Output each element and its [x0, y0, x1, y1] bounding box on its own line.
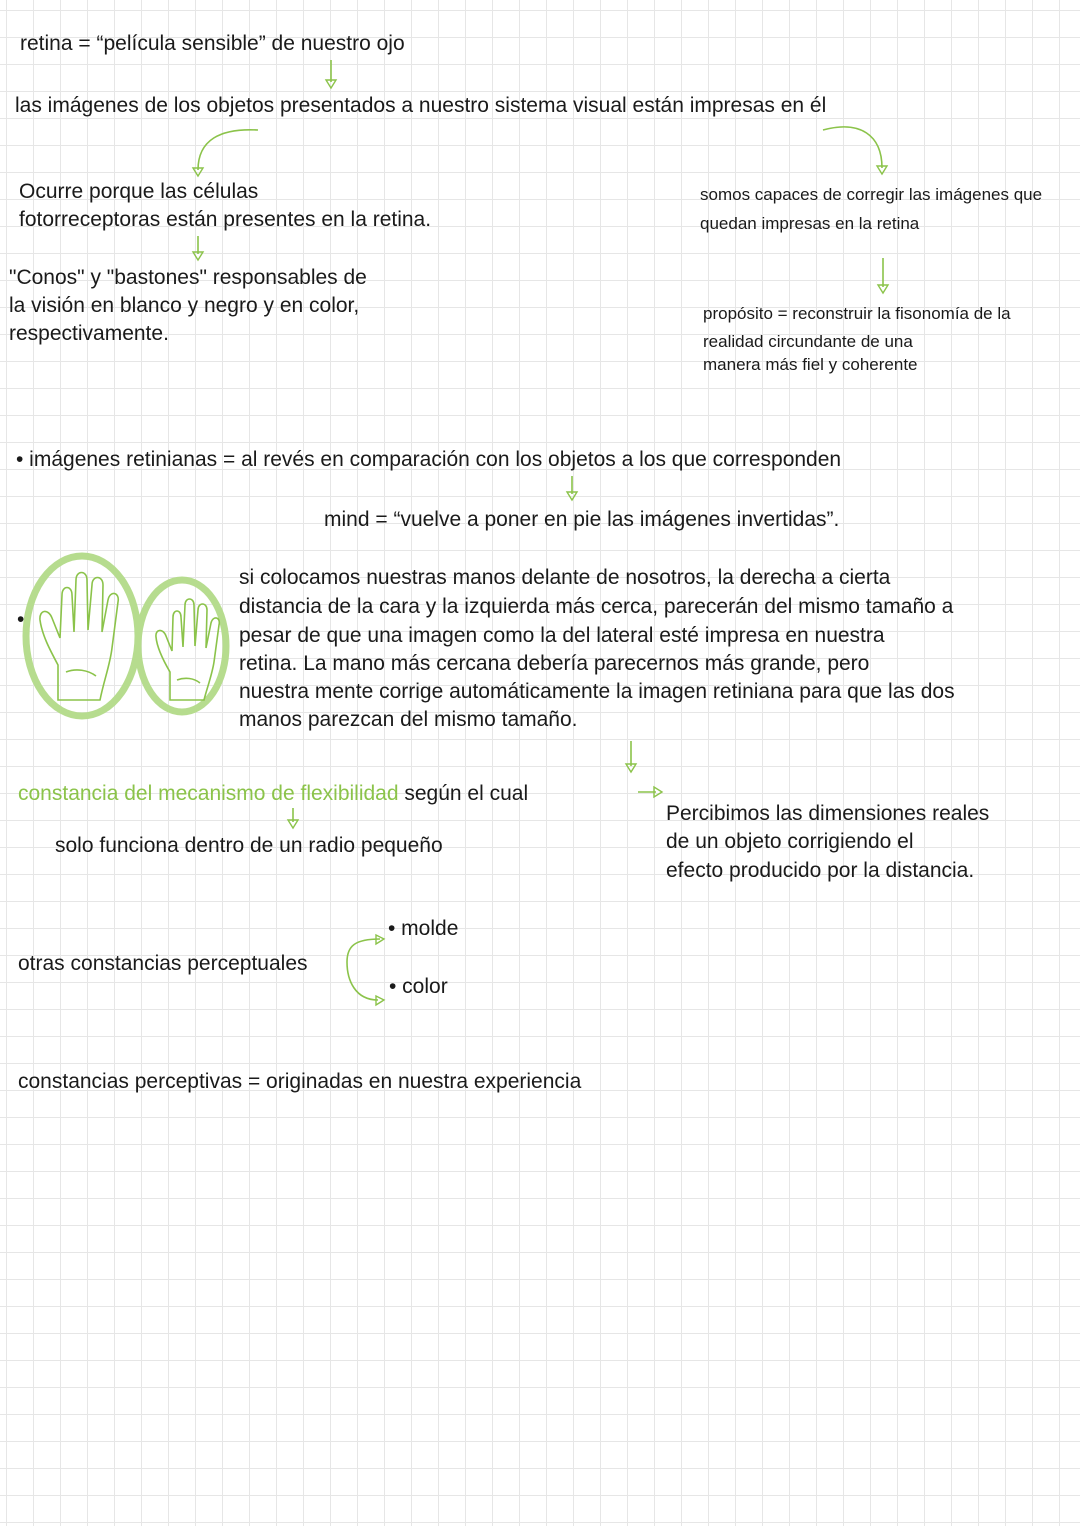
- somos-line-2: quedan impresas en la retina: [700, 214, 920, 233]
- somos-line-1: somos capaces de corregir las imágenes que: [700, 185, 1043, 204]
- manos-line-1: si colocamos nuestras manos delante de nosotros, la derecha a cierta: [239, 566, 891, 589]
- manos-line-2: distancia de la cara y la izquierda más cerca, parecerán del mismo tamaño a: [239, 595, 954, 618]
- molde-item: • molde: [388, 917, 459, 940]
- arrow-down-icon: [626, 741, 636, 772]
- arrow-down-icon: [193, 236, 203, 260]
- percibimos-line-2: de un objeto corrigiendo el: [666, 830, 914, 853]
- arrow-down-icon: [326, 60, 336, 88]
- constancia-rest: según el cual: [398, 782, 529, 805]
- ocurre-line-2: fotorreceptoras están presentes en la retina.: [19, 208, 432, 231]
- arrow-right-icon: [638, 787, 662, 797]
- manos-line-4: retina. La mano más cercana debería parecernos más grande, pero: [239, 652, 870, 675]
- arrow-down-icon: [288, 808, 298, 828]
- color-item: • color: [389, 975, 448, 998]
- bullet-marker: •: [17, 608, 25, 631]
- constancia-highlight: constancia del mecanismo de flexibilidad: [18, 782, 399, 805]
- arrow-down-icon: [878, 258, 888, 293]
- percibimos-line-3: efecto producido por la distancia.: [666, 859, 975, 882]
- radio-text: solo funciona dentro de un radio pequeño: [55, 834, 443, 857]
- imagenes-text: las imágenes de los objetos presentados a nuestro sistema visual están impresas en él: [15, 94, 827, 117]
- conos-line-2: la visión en blanco y negro y en color,: [9, 294, 360, 317]
- retinianas-text: • imágenes retinianas = al revés en comparación con los objetos a los que corresponden: [16, 448, 842, 471]
- manos-line-3: pesar de que una imagen como la del lateral esté impresa en nuestra: [239, 624, 885, 647]
- proposito-line-3: manera más fiel y coherente: [703, 355, 918, 374]
- perceptivas-text: constancias perceptivas = originadas en nuestra experiencia: [18, 1070, 582, 1093]
- ocurre-line-1: Ocurre porque las células: [19, 180, 259, 203]
- curved-arrow-icon: [193, 130, 258, 176]
- percibimos-line-1: Percibimos las dimensiones reales: [666, 802, 990, 825]
- proposito-line-1: propósito = reconstruir la fisonomía de la: [703, 304, 1011, 323]
- proposito-line-2: realidad circundante de una: [703, 332, 913, 351]
- retina-definition: retina = “película sensible” de nuestro ojo: [20, 32, 405, 55]
- curved-arrow-icon: [823, 127, 887, 174]
- mind-text: mind = “vuelve a poner en pie las imágenes invertidas”.: [324, 508, 840, 531]
- constancia-heading: [18, 780, 528, 808]
- conos-line-3: respectivamente.: [9, 322, 169, 345]
- otras-constancias: otras constancias perceptuales: [18, 952, 308, 975]
- hands-illustration-icon: [26, 556, 226, 716]
- conos-line-1: "Conos" y "bastones" responsables de: [9, 266, 367, 289]
- bracket-arrows-icon: [347, 935, 384, 1005]
- manos-line-6: manos parezcan del mismo tamaño.: [239, 708, 578, 731]
- manos-line-5: nuestra mente corrige automáticamente la imagen retiniana para que las dos: [239, 680, 955, 703]
- arrow-down-icon: [567, 476, 577, 500]
